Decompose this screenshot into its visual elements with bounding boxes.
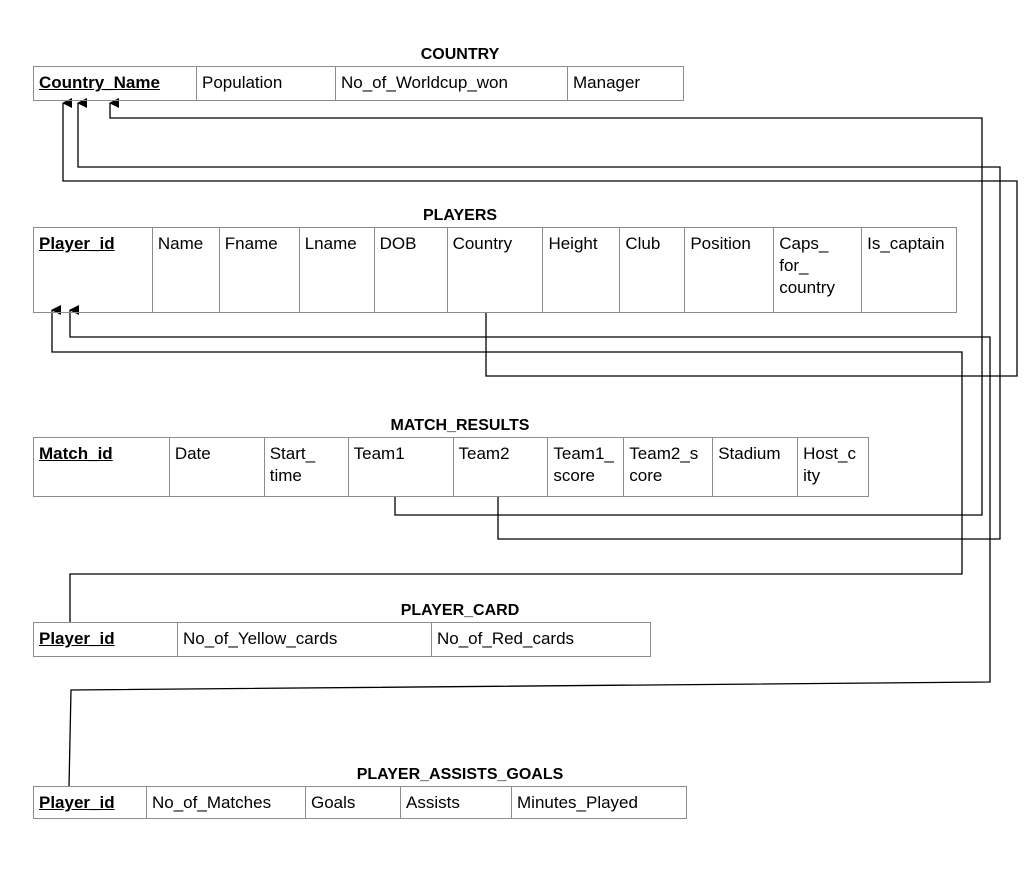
population-column: Population (197, 67, 336, 101)
stadium-column: Stadium (713, 438, 798, 497)
assists-goals-player-id-column: Player_id (34, 787, 147, 819)
player-card-table (33, 622, 651, 657)
players-table-title: PLAYERS (422, 207, 498, 224)
red-cards-column: No_of_Red_cards (432, 623, 651, 657)
team1-score-column: Team1_ score (548, 438, 624, 497)
host-city-column: Host_c ity (798, 438, 869, 497)
worldcup-won-column: No_of_Worldcup_won (336, 67, 568, 101)
minutes-played-column: Minutes_Played (512, 787, 687, 819)
match-results-table (33, 437, 869, 497)
link-goals-players (69, 310, 990, 787)
lname-column: Lname (300, 228, 375, 313)
fname-column: Fname (220, 228, 300, 313)
team2-column: Team2 (454, 438, 549, 497)
start-time-column: Start_ time (265, 438, 349, 497)
caps-for-country-column: Caps_ for_ country (774, 228, 862, 313)
players-table (33, 227, 957, 313)
team2-score-column: Team2_s core (624, 438, 713, 497)
match-results-table-title: MATCH_RESULTS (390, 417, 530, 434)
country-table-title: COUNTRY (420, 46, 500, 63)
player-assists-goals-table-title: PLAYER_ASSISTS_GOALS (356, 766, 564, 783)
country-table (33, 66, 684, 101)
goals-column: Goals (306, 787, 401, 819)
match-id-column: Match_id (34, 438, 170, 497)
manager-column: Manager (568, 67, 684, 101)
position-column: Position (685, 228, 774, 313)
matches-column: No_of_Matches (147, 787, 306, 819)
player-assists-goals-table (33, 786, 687, 819)
height-column: Height (543, 228, 620, 313)
assists-column: Assists (401, 787, 512, 819)
team1-column: Team1 (349, 438, 454, 497)
country-column: Country (448, 228, 544, 313)
player-card-table-title: PLAYER_CARD (400, 602, 520, 619)
yellow-cards-column: No_of_Yellow_cards (178, 623, 432, 657)
player-card-player-id-column: Player_id (34, 623, 178, 657)
name-column: Name (153, 228, 220, 313)
is-captain-column: Is_captain (862, 228, 957, 313)
club-column: Club (620, 228, 685, 313)
dob-column: DOB (375, 228, 448, 313)
player-id-column: Player_id (34, 228, 153, 313)
date-column: Date (170, 438, 265, 497)
country-name-column: Country_Name (34, 67, 197, 101)
